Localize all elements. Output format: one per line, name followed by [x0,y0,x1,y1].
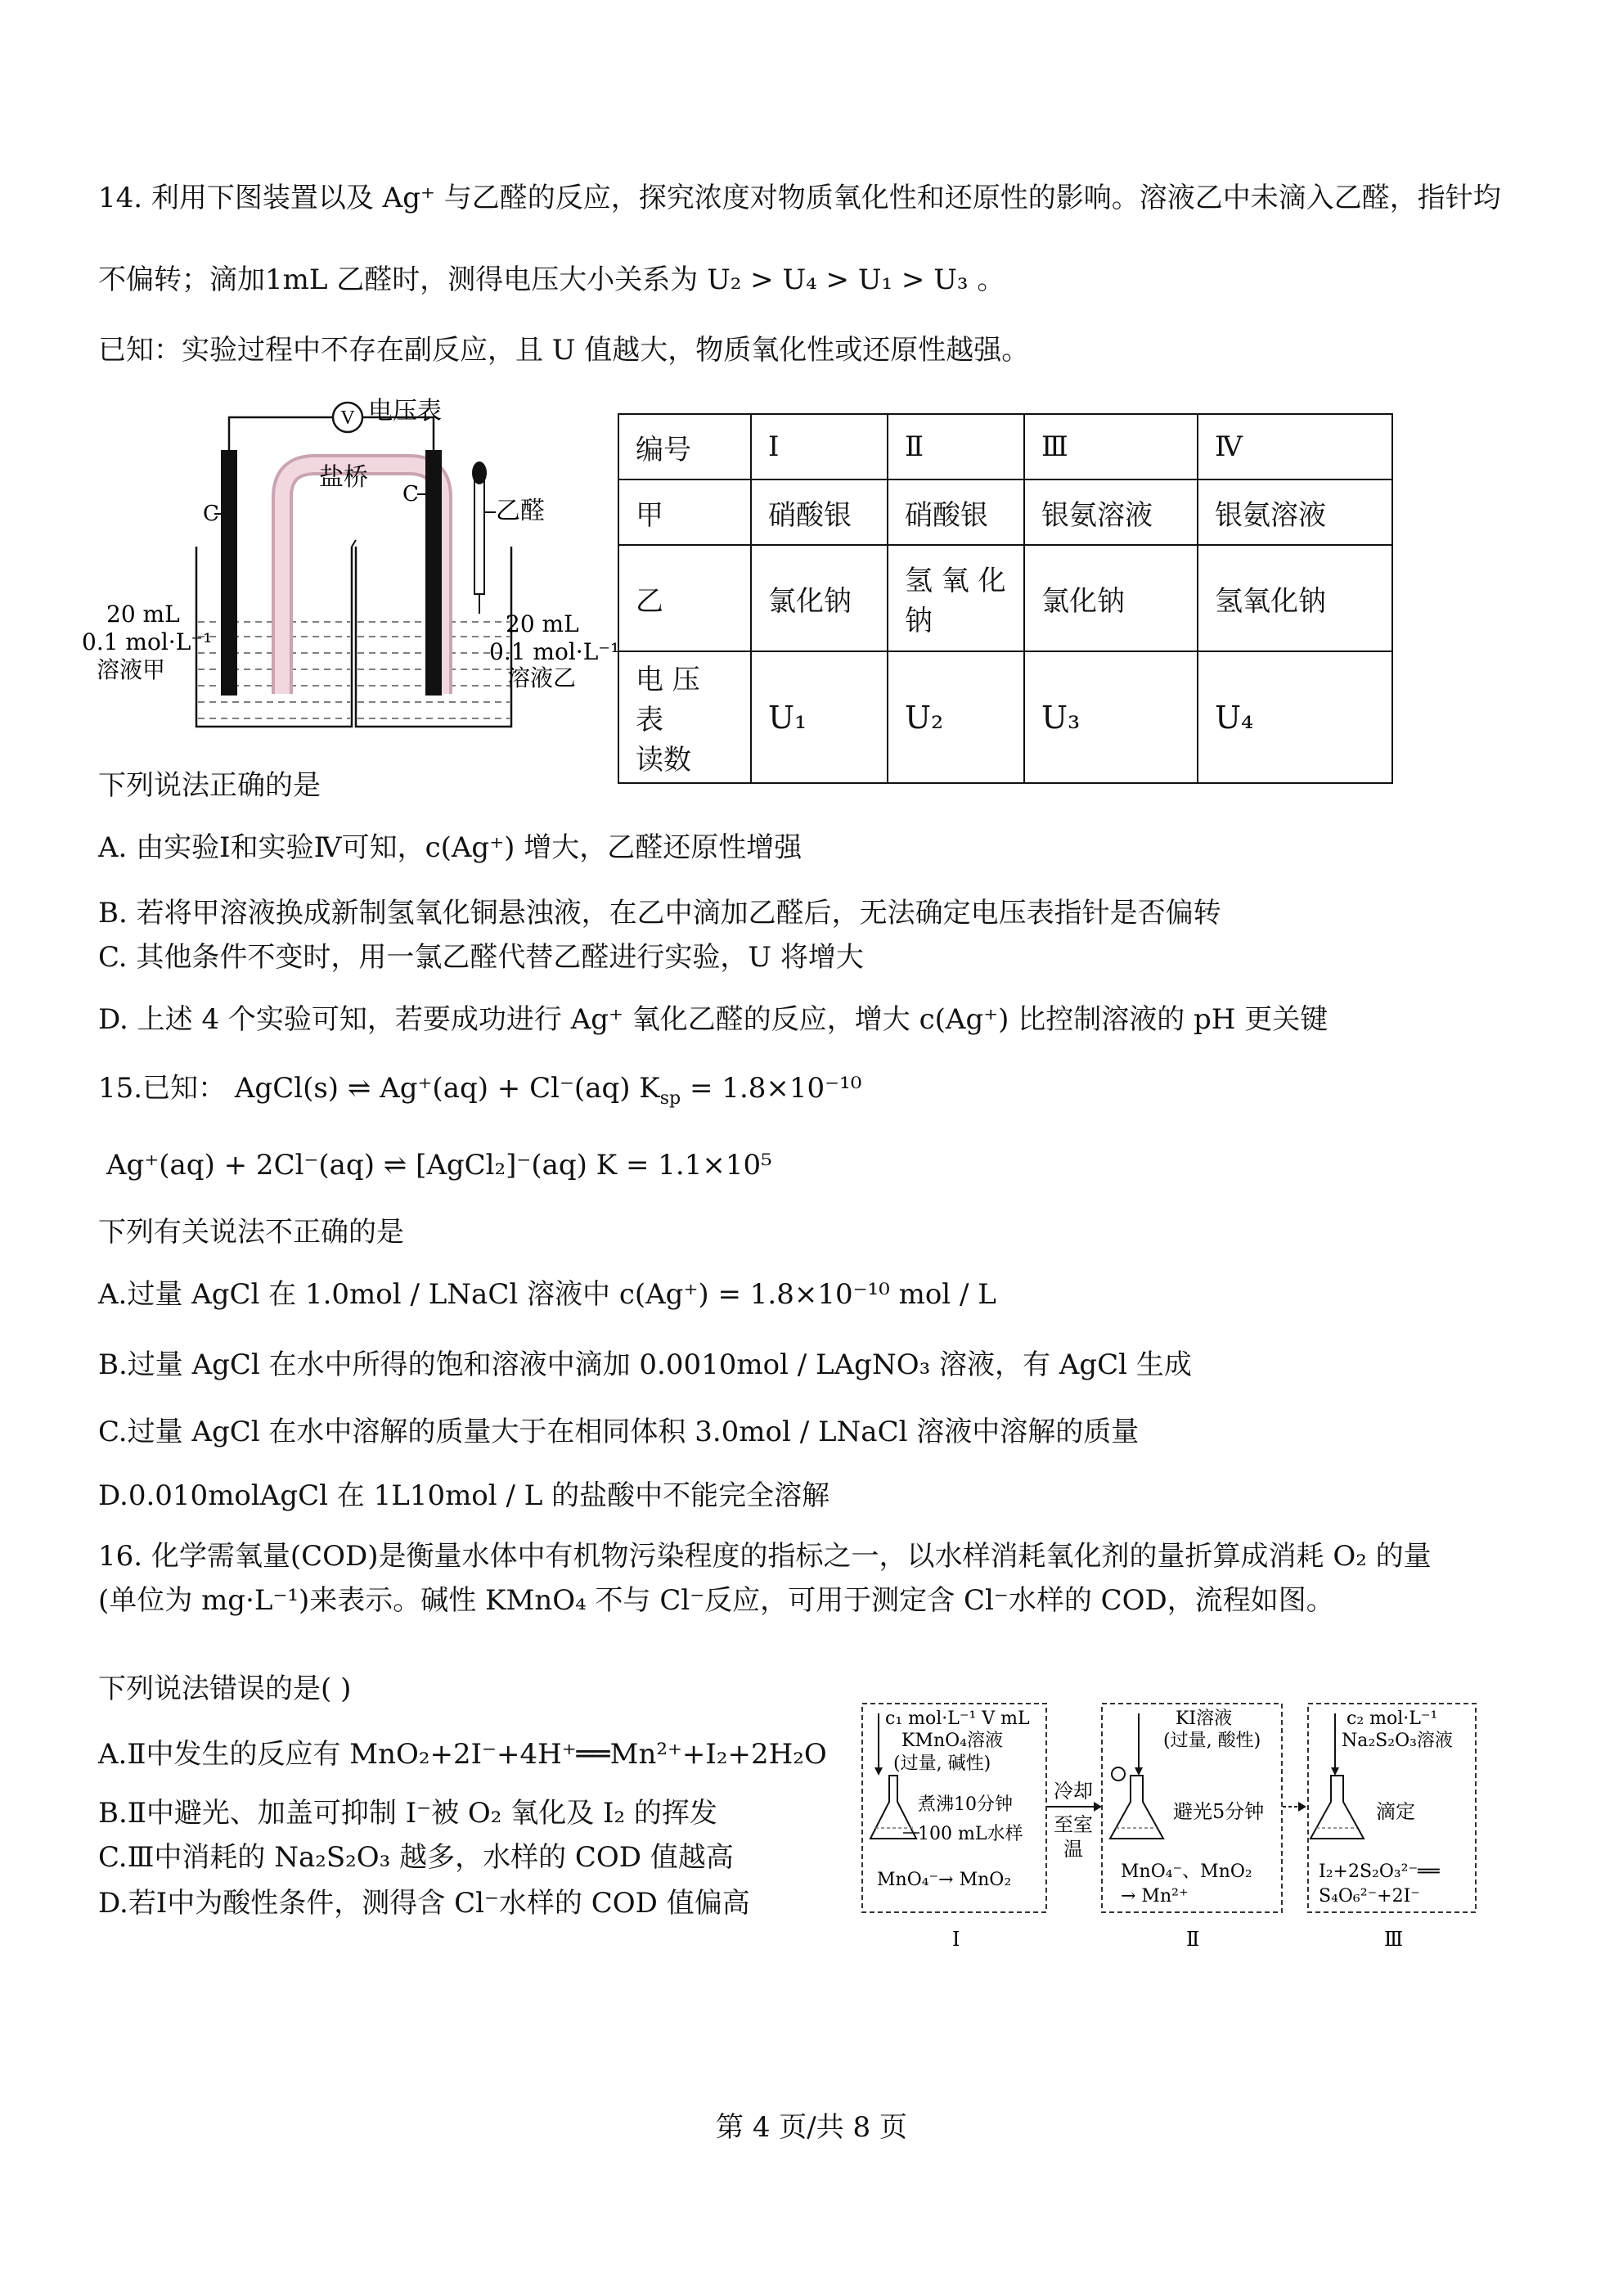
arrow-right-icon [1298,1802,1306,1812]
flow-arrow-text-a: 冷却 [1054,1780,1093,1803]
arrow-down-icon [1135,1767,1143,1776]
q14-line3: 已知：实验过程中不存在副反应，且 U 值越大，物质氧化性或还原性越强。 [98,334,1030,367]
voltmeter-symbol: V [340,407,355,429]
flow-b1-reaction: MnO₄⁻→ MnO₂ [877,1870,1012,1890]
table-cell-line: 电 压 表 [636,664,700,736]
q15-option-b: B.过量 AgCl 在水中所得的饱和溶液中滴加 0.0010mol / LAgNO₃ 溶液，有 AgCl 生成 [98,1348,1192,1381]
table-cell [618,651,751,783]
left-carbon-electrode [221,450,237,696]
q14-option-d: D. 上述 4 个实验可知，若要成功进行 Ag⁺ 氧化乙醛的反应，增大 c(Ag⁺) 比控制溶液的 pH 更关键 [98,1003,1329,1036]
arrow-right-icon [1094,1802,1102,1812]
table-cell: U₃ [1024,651,1198,783]
table-cell: 氯化钠 [1024,545,1198,651]
table-cell: Ⅳ [1198,414,1392,479]
q14-option-b: B. 若将甲溶液换成新制氢氧化铜悬浊液，在乙中滴加乙醛后，无法确定电压表指针是否偏转 [98,897,1221,930]
table-cell: 乙 [618,545,751,651]
table-row-u [618,651,1392,783]
table-cell-line: 钠 [905,605,933,637]
table-cell: 银氨溶液 [1198,479,1392,545]
flow-b3-step: 滴定 [1376,1800,1415,1823]
q16-option-a: A.Ⅱ中发生的反应有 MnO₂+2I⁻+4H⁺══Mn²⁺+I₂+2H₂O [98,1738,827,1771]
q14-option-c: C. 其他条件不变时，用一氯乙醛代替乙醛进行实验，U 将增大 [98,941,864,974]
left-solution-label: 溶液甲 [97,656,166,683]
flow-b2-step: 避光5分钟 [1173,1800,1265,1823]
flow-b3-reagent2: Na₂S₂O₃溶液 [1342,1731,1453,1751]
q15-equation-2: Ag⁺(aq) + 2Cl⁻(aq) ⇌ [AgCl₂]⁻(aq) K = 1.1×10⁵ [106,1149,772,1182]
ksp-subscript: sp [659,1087,681,1109]
flow-b1-reagent3: (过量, 碱性) [893,1754,991,1774]
right-carbon-electrode [425,450,442,696]
q16-option-d: D.若Ⅰ中为酸性条件，测得含 Cl⁻水样的 COD 值偏高 [98,1887,750,1920]
salt-bridge-label: 盐桥 [319,463,368,492]
q16-line2: (单位为 mg·L⁻¹)来表示。碱性 KMnO₄ 不与 Cl⁻反应，可用于测定含 Cl⁻水样的 COD，流程如图。 [98,1584,1334,1617]
table-cell: Ⅰ [751,414,888,479]
flow-b1-reagent2: KMnO₄溶液 [901,1731,1003,1751]
table-cell-line: 氢 氧 化 [905,565,1006,597]
right-conc-label: 0.1 mol·L⁻¹ [489,638,620,665]
dropper-bulb [472,461,487,484]
flask-icon [1311,1776,1364,1839]
table-cell: U₄ [1198,651,1392,783]
q16-line1: 16. 化学需氧量(COD)是衡量水体中有机物污染程度的指标之一，以水样消耗氧化剂的量折算成消耗 O₂ 的量 [98,1540,1432,1573]
experiment-table [618,413,1393,784]
flow-arrow-text-c: 温 [1063,1838,1083,1861]
q15-option-d: D.0.010molAgCl 在 1L10mol / L 的盐酸中不能完全溶解 [98,1479,830,1512]
table-cell: 氢氧化钠 [1198,545,1392,651]
flow-b3-label: Ⅲ [1384,1928,1404,1951]
stopper-icon [1112,1767,1125,1781]
left-volume-label: 20 mL [106,601,180,628]
c-left-label: C [203,502,219,526]
table-cell [888,545,1024,651]
q15-equation-1 [98,1072,861,1109]
electrochemical-apparatus [74,397,620,743]
q14-line1: 14. 利用下图装置以及 Ag⁺ 与乙醛的反应，探究浓度对物质氧化性和还原性的影响。溶液乙中未滴入乙醛，指针均 [98,182,1501,214]
acetaldehyde-label: 乙醛 [496,497,545,525]
table-row-jia [618,479,1392,545]
arrow-down-icon [874,1767,883,1776]
table-cell: U₂ [888,651,1024,783]
table-cell: 硝酸银 [888,479,1024,545]
table-cell: 氯化钠 [751,545,888,651]
q15-option-a: A.过量 AgCl 在 1.0mol / LNaCl 溶液中 c(Ag⁺) = 1.8×10⁻¹⁰ mol / L [98,1278,996,1311]
table-cell: Ⅱ [888,414,1024,479]
q15-eq1-text: 15.已知： AgCl(s) ⇌ Ag⁺(aq) + Cl⁻(aq) K [98,1072,660,1105]
table-cell: U₁ [751,651,888,783]
table-cell: 甲 [618,479,751,545]
flow-b2-reagent2: (过量, 酸性) [1163,1731,1261,1751]
table-row-header [618,414,1392,479]
table-cell: 硝酸银 [751,479,888,545]
flow-b2-reaction2: → Mn²⁺ [1121,1886,1189,1907]
right-volume-label: 20 mL [506,610,579,637]
left-conc-label: 0.1 mol·L⁻¹ [82,628,213,655]
table-row-yi [618,545,1392,651]
flow-arrow-text-b: 至室 [1054,1813,1093,1836]
cod-flowchart [861,1695,1482,1957]
flow-b2-label: Ⅱ [1186,1928,1200,1951]
page-footer: 第 4 页/共 8 页 [716,2111,907,2144]
flow-b2-reaction1: MnO₄⁻、MnO₂ [1121,1862,1252,1882]
flow-b1-label: Ⅰ [952,1928,960,1951]
voltmeter-label: 电压表 [368,397,442,425]
flask-icon [1110,1776,1163,1839]
q14-option-a: A. 由实验Ⅰ和实验Ⅳ可知，c(Ag⁺) 增大，乙醛还原性增强 [98,831,803,864]
flow-b2-reagent1: KI溶液 [1176,1708,1233,1729]
q15-option-c: C.过量 AgCl 在水中溶解的质量大于在相同体积 3.0mol / LNaCl 溶液中溶解的质量 [98,1416,1140,1448]
table-cell: 编号 [618,414,751,479]
q16-option-c: C.Ⅲ中消耗的 Na₂S₂O₃ 越多，水样的 COD 值越高 [98,1841,734,1874]
c-right-label: C [402,482,419,506]
q15-prompt: 下列有关说法不正确的是 [98,1216,404,1249]
arrow-down-icon [1331,1767,1339,1776]
flow-b3-reaction2: S₄O₆²⁻+2I⁻ [1319,1886,1420,1907]
table-cell: Ⅲ [1024,414,1198,479]
flow-b3-reagent1: c₂ mol·L⁻¹ [1347,1708,1438,1729]
flow-b3-reaction1: I₂+2S₂O₃²⁻══ [1319,1862,1440,1882]
table-cell: 银氨溶液 [1024,479,1198,545]
table-cell-line: 读数 [636,744,691,777]
flow-b1-sample: 100 mL水样 [918,1824,1023,1844]
q14-line2: 不偏转；滴加1mL 乙醛时，测得电压大小关系为 U₂ > U₄ > U₁ > U₃ 。 [98,263,1005,296]
right-solution-label: 溶液乙 [507,664,577,691]
q14-prompt: 下列说法正确的是 [98,769,321,802]
q16-prompt: 下列说法错误的是( ) [98,1672,352,1705]
flow-b1-step: 煮沸10分钟 [918,1794,1013,1815]
q16-option-b: B.Ⅱ中避光、加盖可抑制 I⁻被 O₂ 氧化及 I₂ 的挥发 [98,1797,717,1830]
flask-icon [870,1776,916,1839]
flow-b1-reagent1: c₁ mol·L⁻¹ V mL [885,1708,1030,1729]
q15-eq1-value: = 1.8×10⁻¹⁰ [681,1072,862,1105]
